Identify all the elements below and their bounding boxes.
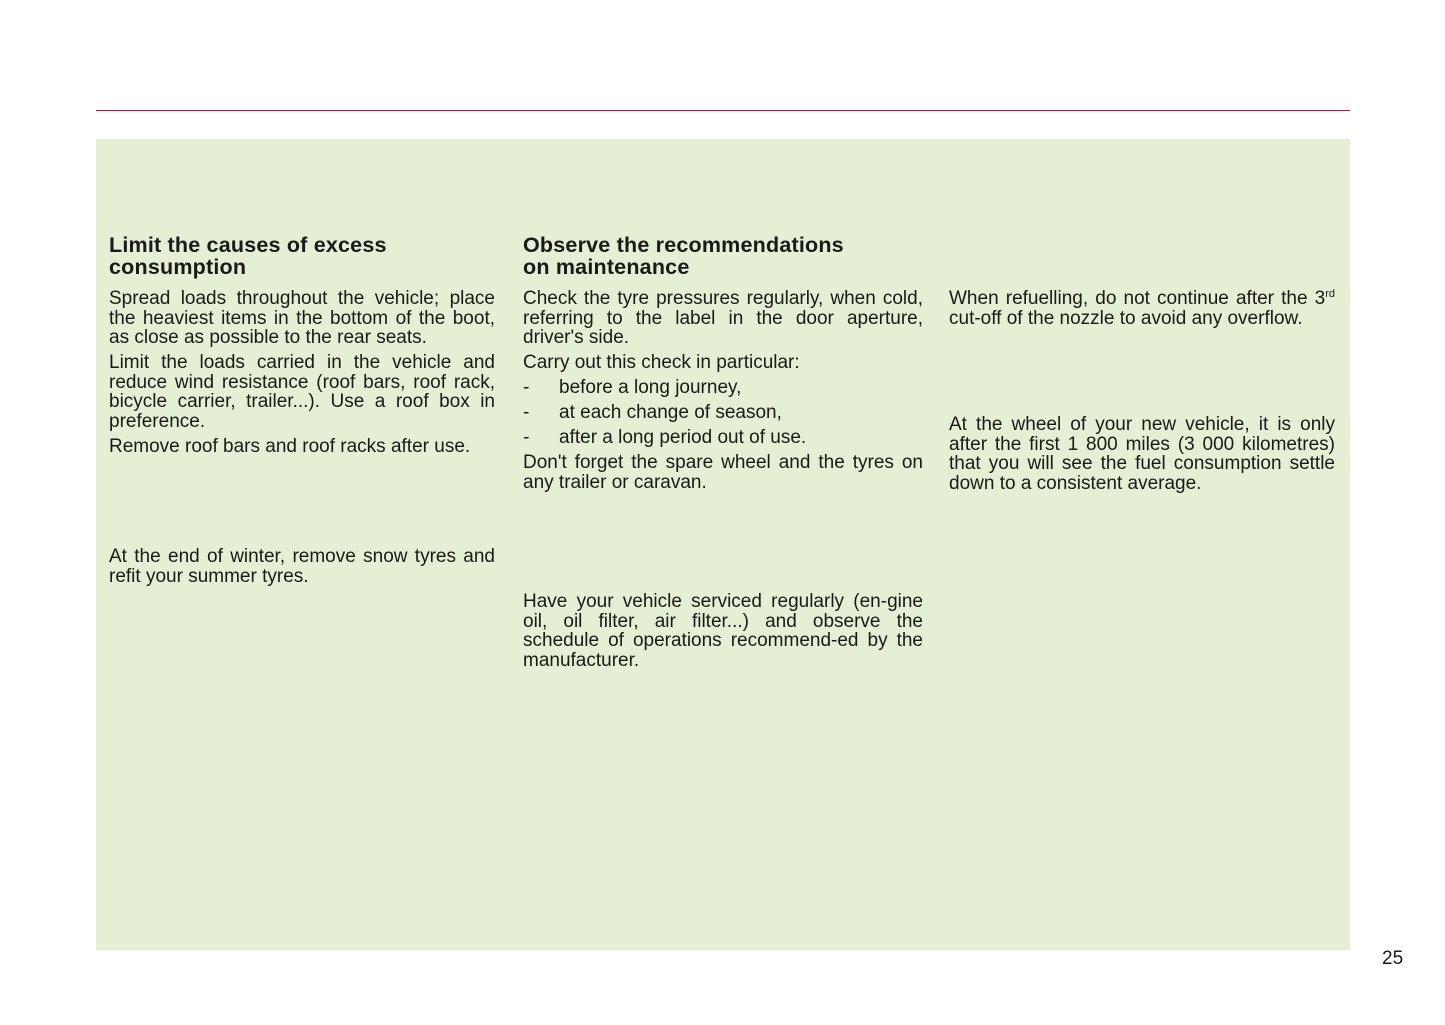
list-item (523, 428, 923, 448)
refuelling-text-end: cut-off of the nozzle to avoid any overflow. (949, 307, 1303, 329)
paragraph-limit-loads: Limit the loads carried in the vehicle and reduce wind resistance (roof bars, roof rack, bicycle carrier, trailer...). Use a roof box in preference. (109, 352, 495, 432)
paragraph-remove-roof-bars: Remove roof bars and roof racks after use. (109, 435, 471, 457)
column-excess-consumption-winter (109, 547, 495, 592)
ordinal-suffix: rd (1325, 288, 1335, 300)
list-item (523, 403, 923, 423)
column-refuelling (949, 289, 1335, 334)
list-dash: - (523, 427, 530, 448)
paragraph-check-in-particular: Carry out this check in particular: (523, 352, 800, 373)
paragraph-winter-tyres: At the end of winter, remove snow tyres and refit your summer tyres. (109, 546, 495, 587)
list-item-text: after a long period out of use. (559, 427, 807, 448)
column-maintenance-body (523, 289, 923, 498)
header-rule (96, 110, 1350, 111)
section-heading-excess-consumption (109, 234, 495, 278)
list-dash: - (523, 377, 530, 398)
paragraph-spread-loads: Spread loads throughout the vehicle; place the heaviest items in the bottom of the boot, as close as possible to the rear seats. (109, 288, 495, 348)
section-heading-maintenance (523, 234, 923, 278)
list-item (523, 378, 923, 398)
paragraph-tyre-pressures: Check the tyre pressures regularly, when cold, referring to the label in the door aperture, driver's side. (523, 288, 923, 348)
refuelling-text-start: When refuelling, do not continue after the 3 (949, 288, 1326, 309)
column-new-vehicle (949, 415, 1335, 499)
paragraph-service-regularly: Have your vehicle serviced regularly (en-gine oil, oil filter, air filter...) and observe the schedule of operations recommend-ed by the manufacturer. (523, 591, 923, 671)
page-number: 25 (1382, 948, 1404, 969)
heading-line-1: Observe the recommendations (523, 233, 844, 257)
column-maintenance-service (523, 592, 923, 676)
list-dash: - (523, 402, 530, 423)
column-maintenance (523, 234, 923, 278)
list-item-text: before a long journey, (559, 377, 742, 398)
list-item-text: at each change of season, (559, 402, 782, 423)
paragraph-refuelling (949, 289, 1335, 328)
column-excess-consumption-body (109, 289, 495, 462)
heading-line-1: Limit the causes of excess (109, 233, 387, 257)
column-excess-consumption (109, 234, 495, 278)
paragraph-spare-wheel: Don't forget the spare wheel and the tyres on any trailer or caravan. (523, 452, 923, 493)
paragraph-new-vehicle: At the wheel of your new vehicle, it is only after the first 1 800 miles (3 000 kilometres) that you will see the fuel consumption settle down to a consistent average. (949, 414, 1335, 494)
heading-line-2: on maintenance (523, 255, 690, 279)
heading-line-2: consumption (109, 255, 247, 279)
